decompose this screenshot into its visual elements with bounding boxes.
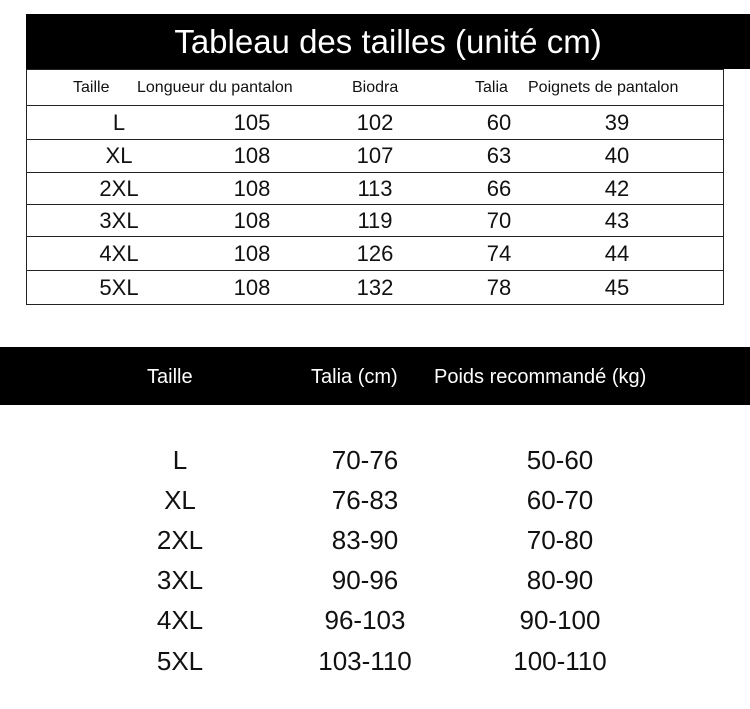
header-length: Longueur du pantalon (137, 79, 293, 96)
table-row (0, 642, 750, 682)
table-row (0, 441, 750, 481)
cell-size: 5XL (99, 274, 139, 300)
table-row (0, 481, 750, 521)
cell-size: 3XL (156, 565, 204, 595)
cell-cuff: 44 (604, 240, 630, 266)
cell-length: 108 (233, 143, 271, 168)
cell-length: 108 (233, 240, 271, 266)
size-table (26, 69, 724, 305)
cell-waist: 70 (486, 207, 512, 233)
cell-weight: 80-90 (526, 565, 594, 595)
cell-cuff: 39 (604, 109, 630, 135)
cell-weight: 50-60 (526, 445, 594, 475)
cell-weight: 100-110 (513, 646, 607, 676)
cell-length: 105 (233, 109, 271, 135)
recommend-table-header (0, 347, 750, 405)
cell-size: XL (105, 143, 133, 168)
table-row (0, 601, 750, 641)
cell-waist: 90-96 (331, 565, 399, 595)
cell-length: 108 (233, 175, 271, 201)
cell-hip: 126 (356, 240, 394, 266)
header-waist: Talia (cm) (311, 366, 398, 388)
cell-weight: 60-70 (526, 485, 594, 515)
table-row (27, 106, 723, 140)
cell-size: XL (164, 485, 196, 515)
table-row (0, 561, 750, 601)
cell-waist: 96-103 (324, 605, 406, 635)
cell-length: 108 (233, 274, 271, 300)
cell-cuff: 40 (604, 143, 630, 168)
cell-weight: 90-100 (519, 605, 601, 635)
cell-size: 5XL (156, 646, 204, 676)
cell-waist: 78 (486, 274, 512, 300)
cell-waist: 103-110 (318, 646, 412, 676)
cell-size: 3XL (99, 207, 139, 233)
cell-waist: 70-76 (331, 445, 399, 475)
cell-cuff: 45 (604, 274, 630, 300)
cell-hip: 119 (357, 207, 393, 233)
header-weight: Poids recommandé (kg) (434, 366, 647, 388)
header-waist: Talia (475, 79, 508, 96)
size-table-title: Tableau des tailles (unité cm) (26, 14, 750, 69)
cell-hip: 113 (357, 175, 393, 201)
cell-weight: 70-80 (526, 525, 594, 555)
table-row (27, 205, 723, 237)
size-table-header (27, 70, 723, 106)
cell-size: 2XL (156, 525, 204, 555)
cell-waist: 74 (486, 240, 512, 266)
cell-size: 4XL (156, 605, 204, 635)
cell-cuff: 43 (604, 207, 630, 233)
cell-waist: 63 (486, 143, 512, 168)
cell-waist: 83-90 (331, 525, 399, 555)
cell-waist: 66 (486, 175, 512, 201)
cell-size: 2XL (99, 175, 139, 201)
cell-hip: 102 (356, 109, 394, 135)
cell-waist: 76-83 (331, 485, 399, 515)
cell-length: 108 (233, 207, 271, 233)
cell-hip: 132 (356, 274, 394, 300)
cell-size: L (112, 109, 126, 135)
cell-size: 4XL (99, 240, 139, 266)
cell-size: L (172, 445, 188, 475)
cell-hip: 107 (356, 143, 394, 168)
cell-waist: 60 (486, 109, 512, 135)
table-row (27, 173, 723, 205)
table-row (27, 271, 723, 304)
table-row (0, 521, 750, 561)
header-size: Taille (147, 366, 193, 388)
table-row (27, 237, 723, 271)
table-row (27, 140, 723, 173)
header-cuff: Poignets de pantalon (528, 79, 679, 96)
header-size: Taille (73, 79, 110, 96)
cell-cuff: 42 (604, 175, 630, 201)
header-hip: Biodra (352, 79, 399, 96)
